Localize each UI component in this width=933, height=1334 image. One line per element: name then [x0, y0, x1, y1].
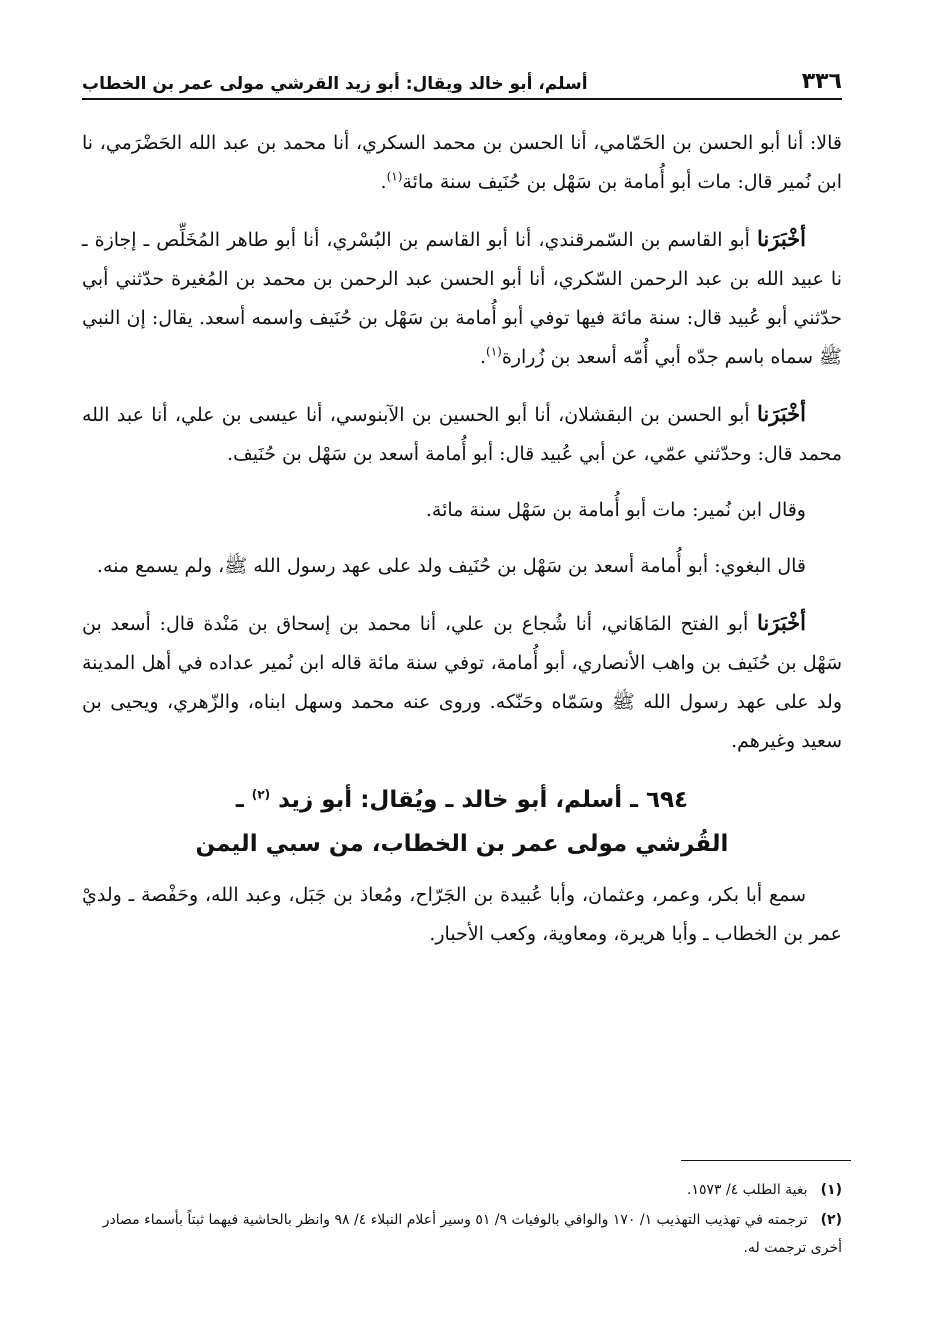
paragraph-text: سمع أبا بكر، وعمر، وعثمان، وأبا عُبيدة بن الجَرّاح، ومُعاذ بن جَبَل، وعبد الله، وحَفْصة ـ ولديْ عمر بن الخطاب ـ وأبا هريرة، ومعاوية، وكعب الأحبار.	[82, 884, 842, 945]
running-header	[82, 62, 842, 100]
biography-heading	[82, 778, 842, 866]
biography-heading-line-1	[82, 778, 842, 822]
heading-text: ٦٩٤ ـ أسلم، أبو خالد ـ ويُقال: أبو زيد	[278, 787, 689, 813]
paragraph-2	[82, 219, 842, 377]
akhbarana-keyword: أخْبَرَنا	[757, 610, 806, 635]
paragraph-text: قالا: أنا أبو الحسن بن الحَمّامي، أنا الحسن بن محمد السكري، أنا محمد بن عبد الله الحَضْرَمي، نا ابن نُمير قال: مات أبو أُمامة بن سَهْل بن حُنَيف سنة مائة	[82, 132, 842, 193]
paragraph-5	[82, 547, 842, 586]
footnotes	[82, 1176, 842, 1264]
footnote-number: (١)	[820, 1182, 842, 1198]
akhbarana-keyword: أخْبَرَنا	[757, 401, 806, 426]
footnote-number: (٢)	[820, 1212, 842, 1228]
paragraph-text: أبو القاسم بن السّمرقندي، أنا أبو القاسم بن البُسْري، أنا أبو طاهر المُخَلِّص ـ إجازة ـ نا عبيد الله بن عبد الرحمن السّكري، أنا أبو الحسن عبد الرحمن بن محمد بن المُغيرة حدّثني أبي حدّثني أبو عُبيد قال: سنة مائة فيها توفي أبو أُمامة بن سَهْل بن حُنَيف واسمه أسعد. يقال: إن النبي ﷺ سماه باسم جدّه أبي أُمّه أسعد بن زُرارة	[82, 229, 842, 368]
paragraph-text: أبو الفتح المَاهَاني، أنا شُجاع بن علي، أنا محمد بن إسحاق بن مَنْدة قال: أسعد بن سَهْل بن حُنَيف بن واهب الأنصاري، أبو أُمامة، توفي سنة مائة قاله ابن نُمير عداده في أهل المدينة ولد على عهد رسول الله ﷺ وسَمّاه وحَنّكه. وروى عنه محمد وسهل ابناه، والزّهري، ويحيى بن سعيد وغيرهم.	[82, 613, 842, 752]
paragraph-text: أبو الحسن بن البقشلان، أنا أبو الحسين بن الآبنوسي، أنا عيسى بن علي، أنا عبد الله محمد قال: وحدّثني عمّي، عن أبي عُبيد قال: أبو أُمامة أسعد بن سَهْل بن حُنَيف.	[82, 404, 842, 465]
footnote-ref: (١)	[386, 169, 403, 184]
paragraph-6	[82, 603, 842, 761]
paragraph-3	[82, 394, 842, 474]
footnote-separator	[681, 1160, 851, 1161]
header-title: أسلم، أبو خالد ويقال: أبو زيد القرشي مولى عمر بن الخطاب	[82, 74, 588, 94]
heading-dash: ـ	[235, 787, 252, 813]
biography-heading-line-2: القُرشي مولى عمر بن الخطاب، من سبي اليمن	[195, 831, 729, 857]
footnote-2	[82, 1206, 842, 1262]
paragraph-end: .	[479, 346, 487, 368]
footnote-1	[82, 1176, 842, 1204]
footnote-text: ترجمته في تهذيب التهذيب ١/ ١٧٠ والوافي بالوفيات ٩/ ٥١ وسير أعلام النبلاء ٤/ ٩٨ وانظر بالحاشية فيهما ثبتاً بأسماء مصادر أخرى ترجمت له.	[102, 1212, 842, 1256]
footnote-text: بغية الطلب ٤/ ١٥٧٣.	[687, 1182, 808, 1198]
biography-text	[82, 876, 842, 954]
footnote-ref: (٢)	[251, 787, 271, 802]
akhbarana-keyword: أخْبَرَنا	[757, 226, 806, 251]
paragraph-1	[82, 124, 842, 202]
paragraph-end: .	[380, 171, 387, 193]
main-text	[82, 124, 842, 971]
paragraph-text: قال البغوي: أبو أُمامة أسعد بن سَهْل بن حُنَيف ولد على عهد رسول الله ﷺ، ولم يسمع منه.	[96, 555, 806, 577]
paragraph-4	[82, 491, 842, 530]
footnote-ref: (١)	[486, 344, 502, 359]
page-number: ٣٣٦	[801, 69, 842, 94]
paragraph-text: وقال ابن نُمير: مات أبو أُمامة بن سَهْل سنة مائة.	[425, 499, 806, 521]
